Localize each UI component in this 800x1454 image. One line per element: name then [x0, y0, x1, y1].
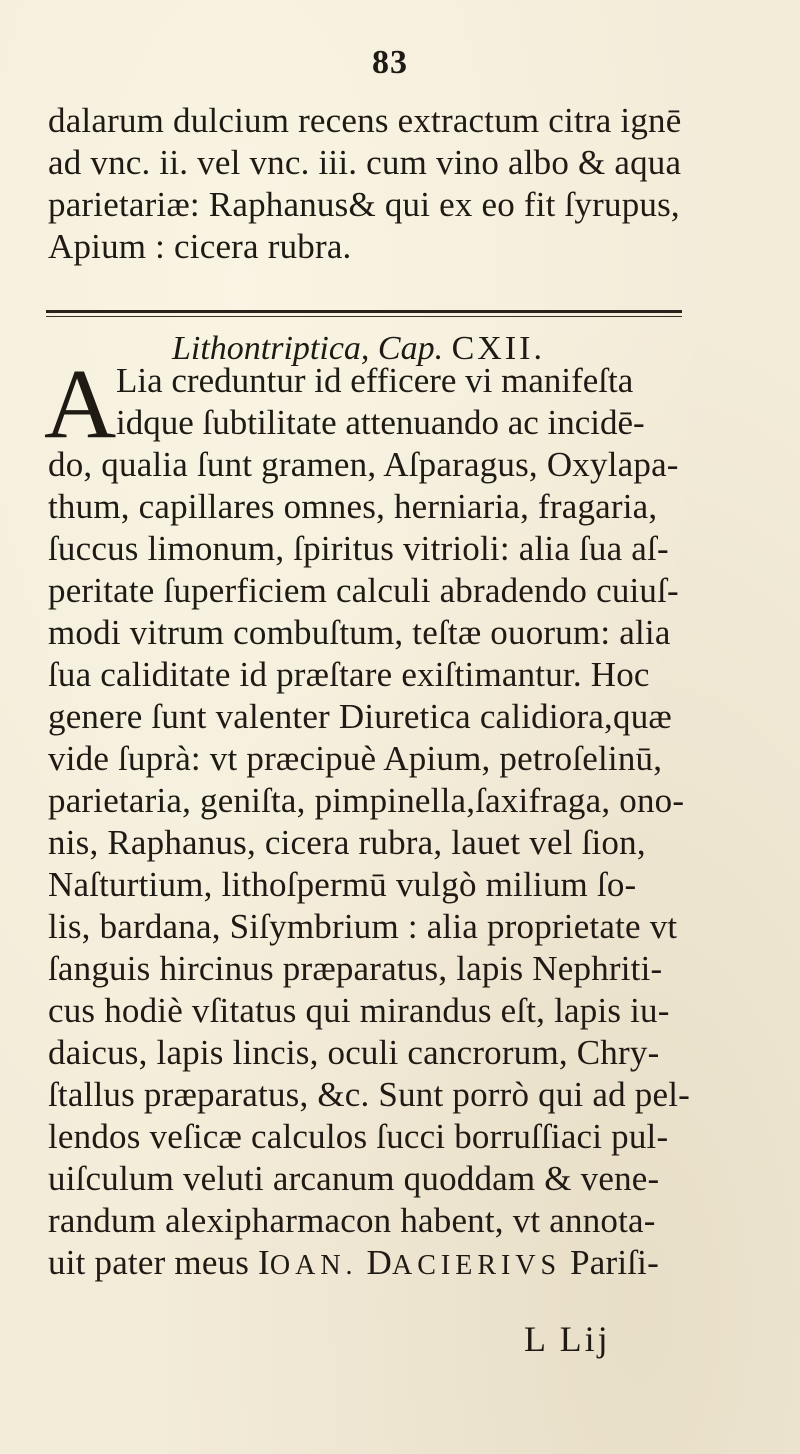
- chapter-heading-italic: Lithontriptica, Cap.: [172, 330, 444, 367]
- text-line: dalarum dulcium recens extractum citra ignē: [48, 101, 682, 140]
- catchword: L Lij: [524, 1319, 611, 1359]
- text-line: peritate ſuperficiem calculi abradendo cuiuſ-: [48, 571, 679, 610]
- page-number: 83: [372, 44, 408, 81]
- text-line: parietariæ: Raphanus& qui ex eo fit ſyrupus,: [48, 185, 680, 224]
- text-line: nis, Raphanus, cicera rubra, lauet vel ſion,: [48, 823, 646, 862]
- text-fragment: Pariſi-: [561, 1243, 659, 1282]
- text-line: do, qualia ſunt gramen, Aſparagus, Oxylapa-: [48, 445, 679, 484]
- text-line: uiſculum veluti arcanum quoddam & vene-: [48, 1159, 660, 1198]
- section-rule: [46, 310, 682, 313]
- text-line: Naſturtium, lithoſpermū vulgò milium ſo-: [48, 865, 637, 904]
- text-line: ad vnc. ii. vel vnc. iii. cum vino albo & aqua: [48, 143, 682, 182]
- text-line: Apium : cicera rubra.: [48, 227, 352, 266]
- text-line: idque ſubtilitate attenuando ac incidē-: [116, 403, 645, 442]
- text-line: lis, bardana, Siſymbrium : alia proprietate vt: [48, 907, 678, 946]
- text-line-last: [48, 1242, 659, 1287]
- text-fragment: uit pater meus: [48, 1243, 259, 1282]
- text-line: lendos veſicæ calculos ſucci borruſſiaci pul-: [48, 1117, 669, 1156]
- text-line: genere ſunt valenter Diuretica calidiora,quæ: [48, 697, 672, 736]
- drop-cap: A: [44, 348, 117, 459]
- text-line: randum alexipharmacon habent, vt annota-: [48, 1201, 656, 1240]
- text-line: ſtallus præparatus, &c. Sunt porrò qui ad pel-: [48, 1075, 691, 1114]
- name-initial: I: [258, 1243, 270, 1282]
- text-line: modi vitrum combuſtum, teſtæ ouorum: alia: [48, 613, 671, 652]
- text-line: cus hodiè vſitatus qui mirandus eſt, lapis iu-: [48, 991, 670, 1030]
- text-line: daicus, lapis lincis, oculi cancrorum, Chry-: [48, 1033, 660, 1072]
- text-line: Lia creduntur id efficere vi manifeſta: [116, 361, 634, 400]
- chapter-number: CXII.: [451, 330, 545, 367]
- surname-smallcaps: ACIERIVS: [392, 1250, 562, 1281]
- text-line: ſua caliditate id præſtare exiſtimantur. Hoc: [48, 655, 650, 694]
- text-line: vide ſuprà: vt præcipuè Apium, petroſelinū,: [48, 739, 663, 778]
- text-line: thum, capillares omnes, herniaria, fragaria,: [48, 487, 658, 526]
- text-line: ſanguis hircinus præparatus, lapis Nephriti-: [48, 949, 663, 988]
- surname-initial: D: [366, 1243, 392, 1282]
- text-line: parietaria, geniſta, pimpinella,ſaxifraga, ono-: [48, 781, 685, 820]
- text-line: ſuccus limonum, ſpiritus vitrioli: alia ſua aſ-: [48, 529, 669, 568]
- section-rule-thin: [46, 316, 682, 317]
- name-smallcaps: OAN.: [269, 1250, 358, 1281]
